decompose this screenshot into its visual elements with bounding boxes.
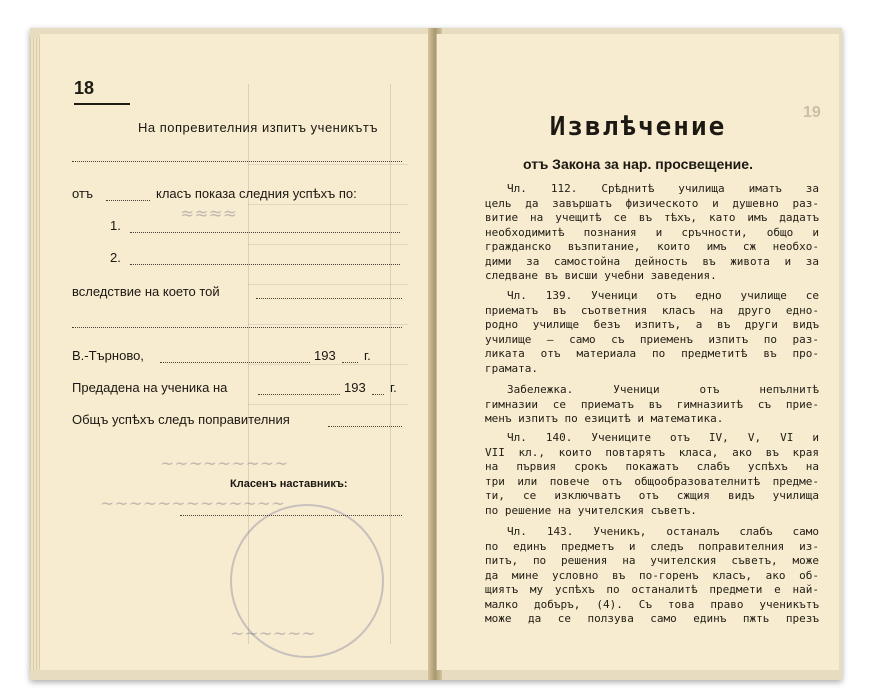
delivered-year-suffix: г. [390, 380, 397, 395]
page-number: 18 [74, 78, 130, 105]
date-line [160, 361, 310, 363]
text-line: родно училище безъ изпитъ, а въ други видъ [485, 318, 819, 331]
text-line: Чл. 143. Ученикъ, останалъ слабъ само [507, 525, 819, 538]
overall-label: Общъ успѣхъ следъ поправителния [72, 412, 290, 427]
city-date: В.-Търново, [72, 348, 144, 363]
page-stack-edge [30, 38, 40, 670]
text-line: Чл. 140. Учениците отъ IV, V, VI и [507, 431, 819, 444]
year: 193 [314, 348, 336, 363]
text-line: Чл. 112. Срѣднитѣ училища иматъ за [507, 182, 819, 195]
page-number-bleed: 19 [803, 104, 821, 121]
extract-title: Извлѣчение [549, 112, 727, 142]
consequence-line-2 [72, 326, 402, 328]
handwriting-bleed: ∼∼∼∼∼∼∼∼∼∼∼∼∼ [100, 494, 286, 514]
text-line: необходимитѣ познания и сръчности, общо и [485, 225, 819, 239]
class-prefix: отъ [72, 186, 94, 201]
year-blank [342, 361, 358, 363]
text-line: по единъ предметъ и следъ поправителния из- [485, 539, 819, 553]
overall-line [328, 425, 402, 427]
text-line: гимназии се приематъ въ гимназиитѣ съ прие- [485, 397, 819, 411]
text-line: цель да завършатъ физическото и душевно раз- [485, 196, 819, 210]
student-name-line [72, 160, 402, 162]
article-143 [485, 525, 819, 627]
text-line: витие на учещитѣ се въ тѣхъ, като имъ дадатъ [485, 211, 819, 224]
subject-line-2 [130, 263, 400, 265]
teacher-signature-line [180, 514, 402, 516]
text-line: следване въ висши учебни заведения. [485, 269, 717, 282]
delivered-label: Предадена на ученика на [72, 380, 228, 395]
teacher-label: Класенъ наставникъ: [230, 478, 348, 490]
delivered-year: 193 [344, 380, 366, 395]
text-line: дими за самостойна дейность въ живота и за [485, 254, 819, 268]
text-line: на първия срокъ покажатъ слабъ успѣхъ на [485, 460, 819, 473]
consequence-label: вследствие на което той [72, 284, 220, 299]
text-line: ти, се изключватъ отъ сжщия видъ училища [485, 489, 819, 502]
text-line: три или повече отъ общообразователнитѣ предме- [485, 474, 819, 488]
handwriting-bleed: ≈≈≈≈ [180, 204, 237, 224]
text-line: щиятъ му успѣхъ по останалитѣ предмети е най- [485, 583, 819, 596]
handwriting-bleed: ∼∼∼∼∼∼ [230, 624, 316, 644]
text-line: Чл. 139. Ученици отъ едно училище се [507, 289, 819, 302]
extract-subtitle: отъ Закона за нар. просвещение. [523, 156, 753, 172]
class-blank [106, 199, 150, 201]
text-line: гражданско възпитание, които имъ сж необхо- [485, 240, 819, 253]
text-line: може да се ползува само единъ пжть презъ [485, 612, 819, 625]
text-line: да мине условно въ по-горенъ класъ, ако об- [485, 568, 819, 582]
text-line: приематъ въ съответния класъ на друго еднo- [485, 303, 819, 317]
subject-item-1: 1. [110, 218, 121, 233]
text-line: Забележка. Ученици отъ непълнитѣ [507, 383, 819, 396]
left-page [40, 34, 433, 670]
article-140 [485, 431, 819, 518]
class-suffix: класъ показа следния успѣхъ по: [156, 186, 357, 201]
consequence-line [256, 297, 402, 299]
text-line: менъ изпитъ по езицитѣ и математика. [485, 412, 724, 425]
exam-heading: На попревителния изпитъ ученикътъ [138, 120, 379, 135]
subject-line-1 [130, 231, 400, 233]
delivered-line [258, 393, 340, 395]
text-line: по решение на учителския съветъ. [485, 503, 697, 517]
year-suffix: г. [364, 348, 371, 363]
text-line: ликата отъ материала по предметитѣ въ про- [485, 347, 819, 360]
handwriting-bleed: ∼∼∼∼∼∼∼∼∼ [160, 454, 289, 474]
article-112 [485, 182, 819, 284]
note [485, 383, 819, 427]
subject-item-2: 2. [110, 250, 121, 265]
text-line: питъ, по решения на учителския съветъ, може [485, 554, 819, 567]
delivered-year-blank [372, 393, 384, 395]
text-line: училище — само съ приеменъ изпитъ по раз- [485, 332, 819, 346]
booklet [30, 28, 842, 680]
text-line: VII кл., които повтарятъ класа, ако въ края [485, 445, 819, 459]
text-line: малко добъръ, (4). Съ това право ученикътъ [485, 597, 819, 611]
right-page [436, 34, 839, 670]
text-line: грамата. [485, 361, 538, 375]
article-139 [485, 289, 819, 376]
